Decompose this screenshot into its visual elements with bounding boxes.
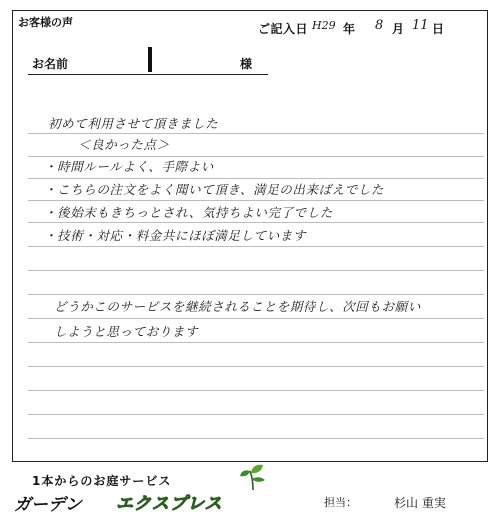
name-label: お名前 [32, 57, 69, 71]
comment-line: どうかこのサービスを継続されることを期待し、次回もお願い [54, 299, 421, 314]
name-underline [28, 74, 268, 75]
staff-label: 担当： [324, 496, 357, 509]
date-day: 11 [412, 18, 429, 33]
ruled-line [28, 342, 484, 343]
ruled-line [28, 200, 484, 201]
comment-line: 初めて利用させて頂きました [48, 116, 219, 131]
staff-name: 杉山 重実 [394, 496, 446, 510]
brand-tagline: 1本からのお庭サービス [32, 474, 172, 488]
form-title: お客様の声 [18, 16, 73, 29]
date-year-unit: 年 [343, 22, 356, 36]
comment-line: ・技術・対応・料金共にほぼ満足しています [44, 228, 307, 243]
ruled-line [28, 414, 484, 415]
date-year: H29 [312, 19, 336, 32]
comment-line: しようと思っております [54, 324, 199, 339]
ruled-line [28, 222, 484, 223]
brand-name-express: エクスプレス [116, 494, 223, 514]
ruled-line [28, 133, 484, 134]
ruled-line [28, 318, 484, 319]
date-month-unit: 月 [392, 22, 405, 36]
ruled-line [28, 294, 484, 295]
comment-line: ・後始末もきちっとされ、気持ちよい完了でした [44, 205, 333, 220]
comment-line: ＜良かった点＞ [78, 137, 170, 152]
name-honorific: 様 [240, 57, 253, 71]
leaf-icon [238, 462, 268, 492]
ruled-line [28, 246, 484, 247]
date-month: 8 [375, 18, 384, 33]
name-redaction-mark [148, 47, 152, 72]
ruled-line [28, 390, 484, 391]
date-label: ご記入日 [258, 22, 309, 36]
comment-line: ・時間ルールよく、手際よい [44, 159, 214, 174]
comment-line: ・こちらの注文をよく聞いて頂き、満足の出来ばえでした [44, 182, 385, 197]
ruled-line [28, 270, 484, 271]
brand-name-garden: ガーデン [14, 495, 82, 515]
ruled-line [28, 366, 484, 367]
ruled-line [28, 178, 484, 179]
date-day-unit: 日 [432, 22, 445, 36]
ruled-line [28, 438, 484, 439]
